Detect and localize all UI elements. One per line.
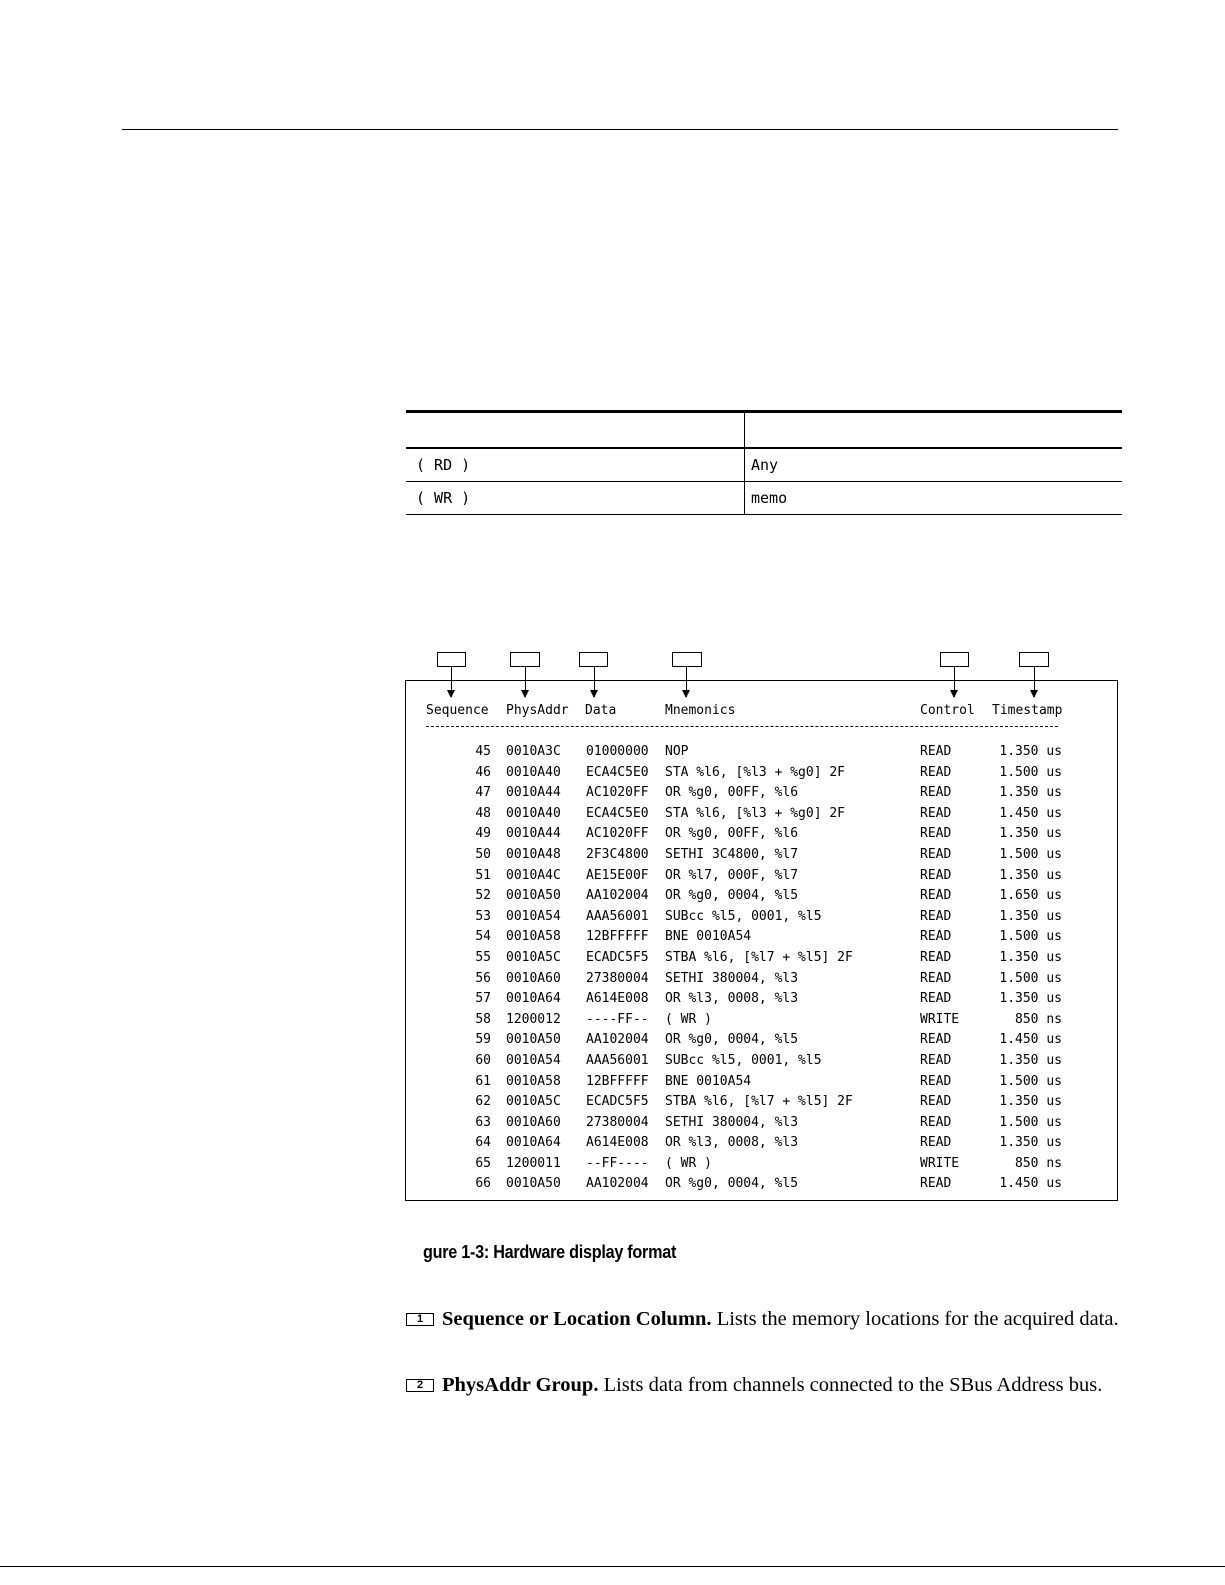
- cell-physaddr: 0010A64: [506, 991, 561, 1007]
- control-table-header: [406, 412, 1122, 449]
- control-table-row: [406, 482, 1122, 515]
- cell-physaddr: 0010A40: [506, 805, 561, 821]
- cell-control: READ: [920, 764, 952, 780]
- cell-sequence: 57: [475, 991, 491, 1007]
- cell-physaddr: 0010A44: [506, 826, 561, 842]
- cell-control: READ: [920, 908, 952, 924]
- cell-sequence: 52: [475, 888, 491, 904]
- item-text: Lists data from channels connected to the SBus Address bus.: [598, 1374, 1103, 1396]
- cell-sequence: 62: [475, 1094, 491, 1110]
- table-row: [406, 927, 1116, 948]
- table-row: [406, 1154, 1116, 1175]
- table-row: [406, 804, 1116, 825]
- cell-sequence: 50: [475, 846, 491, 862]
- cell-data: 12BFFFFF: [586, 1073, 649, 1089]
- cell-sequence: 63: [475, 1114, 491, 1130]
- cell-physaddr: 1200011: [506, 1155, 561, 1171]
- cell-timestamp: 1.350 us: [999, 785, 1062, 801]
- control-table-cell: memo: [745, 482, 1123, 515]
- cell-mnemonics: OR %g0, 0004, %l5: [665, 1032, 799, 1048]
- control-table-cell: ( WR ): [406, 482, 745, 515]
- cell-physaddr: 0010A54: [506, 1052, 561, 1068]
- callout-box-mnemonics: [672, 652, 702, 667]
- cell-data: AAA56001: [586, 908, 649, 924]
- cell-mnemonics: OR %l3, 0008, %l3: [665, 991, 799, 1007]
- control-table-header-cell: [745, 412, 1123, 449]
- table-row: [406, 1030, 1116, 1051]
- description-item: [406, 1373, 1120, 1397]
- table-row: [406, 969, 1116, 990]
- cell-mnemonics: OR %g0, 00FF, %l6: [665, 826, 799, 842]
- cell-control: READ: [920, 970, 952, 986]
- cell-control: WRITE: [920, 1155, 960, 1171]
- cell-physaddr: 0010A50: [506, 888, 561, 904]
- cell-timestamp: 1.350 us: [999, 826, 1062, 842]
- cell-sequence: 61: [475, 1073, 491, 1089]
- table-row: [406, 824, 1116, 845]
- cell-control: WRITE: [920, 1011, 960, 1027]
- cell-physaddr: 1200012: [506, 1011, 561, 1027]
- cell-mnemonics: SETHI 380004, %l3: [665, 1114, 799, 1130]
- header-data: Data: [585, 703, 617, 718]
- control-table-cell: ( RD ): [406, 448, 745, 482]
- table-row: [406, 886, 1116, 907]
- cell-physaddr: 0010A60: [506, 1114, 561, 1130]
- cell-sequence: 56: [475, 970, 491, 986]
- cell-sequence: 64: [475, 1135, 491, 1151]
- cell-data: 01000000: [586, 744, 649, 759]
- table-row: [406, 866, 1116, 887]
- cell-data: A614E008: [586, 1135, 649, 1151]
- cell-timestamp: 1.500 us: [999, 929, 1062, 945]
- item-title: Sequence or Location Column.: [442, 1308, 712, 1330]
- cell-timestamp: 1.350 us: [999, 908, 1062, 924]
- header-divider: [426, 726, 1058, 727]
- cell-mnemonics: OR %l7, 000F, %l7: [665, 867, 799, 883]
- cell-physaddr: 0010A40: [506, 764, 561, 780]
- cell-timestamp: 1.350 us: [999, 744, 1062, 759]
- cell-timestamp: 1.450 us: [999, 1032, 1062, 1048]
- item-number-badge: 1: [406, 1313, 434, 1326]
- cell-sequence: 66: [475, 1176, 491, 1192]
- cell-physaddr: 0010A5C: [506, 949, 561, 965]
- cell-data: 2F3C4800: [586, 846, 649, 862]
- cell-control: READ: [920, 949, 952, 965]
- listing-rows: [406, 742, 1116, 1195]
- cell-control: READ: [920, 867, 952, 883]
- cell-mnemonics: STA %l6, [%l3 + %g0] 2F: [665, 805, 846, 821]
- cell-physaddr: 0010A54: [506, 908, 561, 924]
- cell-mnemonics: OR %g0, 0004, %l5: [665, 1176, 799, 1192]
- table-row: [406, 763, 1116, 784]
- page-footer-rule: [0, 1566, 1225, 1567]
- cell-physaddr: 0010A5C: [506, 1094, 561, 1110]
- cell-data: 27380004: [586, 1114, 649, 1130]
- cell-sequence: 49: [475, 826, 491, 842]
- cell-timestamp: 1.350 us: [999, 1094, 1062, 1110]
- callout-box-sequence: [437, 652, 466, 667]
- cell-mnemonics: SETHI 380004, %l3: [665, 970, 799, 986]
- cell-sequence: 53: [475, 908, 491, 924]
- table-row: [406, 1051, 1116, 1072]
- cell-sequence: 65: [475, 1155, 491, 1171]
- cell-control: READ: [920, 1073, 952, 1089]
- cell-control: READ: [920, 785, 952, 801]
- cell-mnemonics: ( WR ): [665, 1011, 712, 1027]
- table-row: [406, 1072, 1116, 1093]
- cell-control: READ: [920, 929, 952, 945]
- figure-caption: gure 1-3: Hardware display format: [423, 1242, 677, 1262]
- cell-sequence: 59: [475, 1032, 491, 1048]
- item-number-badge: 2: [406, 1379, 434, 1392]
- cell-timestamp: 850 ns: [1015, 1155, 1062, 1171]
- cell-control: READ: [920, 846, 952, 862]
- header-mnemonics: Mnemonics: [665, 703, 736, 718]
- cell-sequence: 55: [475, 949, 491, 965]
- cell-timestamp: 1.350 us: [999, 1135, 1062, 1151]
- cell-data: --FF----: [586, 1155, 649, 1171]
- callout-box-control: [940, 652, 969, 667]
- cell-mnemonics: NOP: [665, 744, 689, 759]
- callout-box-data: [579, 652, 608, 667]
- cell-timestamp: 1.350 us: [999, 991, 1062, 1007]
- cell-control: READ: [920, 826, 952, 842]
- cell-physaddr: 0010A58: [506, 1073, 561, 1089]
- cell-sequence: 48: [475, 805, 491, 821]
- cell-mnemonics: STBA %l6, [%l7 + %l5] 2F: [665, 949, 853, 965]
- cell-timestamp: 1.350 us: [999, 949, 1062, 965]
- item-text: Lists the memory locations for the acquired data.: [711, 1308, 1119, 1330]
- cell-data: AA102004: [586, 1032, 649, 1048]
- cell-mnemonics: OR %g0, 0004, %l5: [665, 888, 799, 904]
- cell-mnemonics: OR %g0, 00FF, %l6: [665, 785, 799, 801]
- cell-physaddr: 0010A64: [506, 1135, 561, 1151]
- cell-data: A614E008: [586, 991, 649, 1007]
- cell-timestamp: 1.350 us: [999, 1052, 1062, 1068]
- cell-physaddr: 0010A44: [506, 785, 561, 801]
- table-row: [406, 989, 1116, 1010]
- cell-control: READ: [920, 1135, 952, 1151]
- table-row: [406, 907, 1116, 928]
- cell-mnemonics: SUBcc %l5, 0001, %l5: [665, 908, 822, 924]
- cell-timestamp: 1.450 us: [999, 805, 1062, 821]
- cell-data: 12BFFFFF: [586, 929, 649, 945]
- table-row: [406, 1092, 1116, 1113]
- cell-timestamp: 1.500 us: [999, 1114, 1062, 1130]
- cell-control: READ: [920, 1032, 952, 1048]
- cell-physaddr: 0010A48: [506, 846, 561, 862]
- cell-sequence: 58: [475, 1011, 491, 1027]
- description-item: [406, 1307, 1120, 1331]
- cell-timestamp: 1.500 us: [999, 846, 1062, 862]
- cell-sequence: 47: [475, 785, 491, 801]
- control-table: [406, 410, 1122, 515]
- callout-box-timestamp: [1019, 652, 1049, 667]
- item-title: PhysAddr Group.: [442, 1374, 599, 1396]
- table-row: [406, 1010, 1116, 1031]
- header-control: Control: [920, 703, 975, 718]
- cell-data: AA102004: [586, 888, 649, 904]
- cell-control: READ: [920, 1052, 952, 1068]
- control-table-cell: Any: [745, 448, 1123, 482]
- cell-physaddr: 0010A60: [506, 970, 561, 986]
- cell-data: AC1020FF: [586, 785, 649, 801]
- cell-mnemonics: OR %l3, 0008, %l3: [665, 1135, 799, 1151]
- cell-timestamp: 1.450 us: [999, 1176, 1062, 1192]
- table-row: [406, 1113, 1116, 1134]
- header-physaddr: PhysAddr: [506, 703, 569, 718]
- cell-mnemonics: STA %l6, [%l3 + %g0] 2F: [665, 764, 846, 780]
- header-timestamp: Timestamp: [992, 703, 1063, 718]
- cell-physaddr: 0010A58: [506, 929, 561, 945]
- table-row: [406, 742, 1116, 763]
- cell-control: READ: [920, 805, 952, 821]
- cell-data: AA102004: [586, 1176, 649, 1192]
- control-table-header-cell: [406, 412, 745, 449]
- cell-sequence: 60: [475, 1052, 491, 1068]
- cell-data: AAA56001: [586, 1052, 649, 1068]
- cell-timestamp: 1.500 us: [999, 1073, 1062, 1089]
- cell-data: AC1020FF: [586, 826, 649, 842]
- callout-box-physaddr: [510, 652, 540, 667]
- cell-mnemonics: SUBcc %l5, 0001, %l5: [665, 1052, 822, 1068]
- cell-mnemonics: ( WR ): [665, 1155, 712, 1171]
- cell-control: READ: [920, 888, 952, 904]
- cell-data: ----FF--: [586, 1011, 649, 1027]
- cell-physaddr: 0010A4C: [506, 867, 561, 883]
- cell-mnemonics: BNE 0010A54: [665, 1073, 752, 1089]
- header-sequence: Sequence: [426, 703, 489, 718]
- cell-data: 27380004: [586, 970, 649, 986]
- cell-control: READ: [920, 1176, 952, 1192]
- cell-physaddr: 0010A3C: [506, 744, 561, 759]
- cell-timestamp: 1.500 us: [999, 970, 1062, 986]
- cell-data: ECA4C5E0: [586, 805, 649, 821]
- cell-mnemonics: SETHI 3C4800, %l7: [665, 846, 799, 862]
- cell-sequence: 45: [475, 744, 491, 759]
- cell-data: ECA4C5E0: [586, 764, 649, 780]
- cell-control: READ: [920, 744, 952, 759]
- cell-mnemonics: STBA %l6, [%l7 + %l5] 2F: [665, 1094, 853, 1110]
- cell-sequence: 54: [475, 929, 491, 945]
- table-row: [406, 1174, 1116, 1195]
- cell-sequence: 51: [475, 867, 491, 883]
- table-row: [406, 845, 1116, 866]
- cell-timestamp: 1.350 us: [999, 867, 1062, 883]
- cell-control: READ: [920, 1094, 952, 1110]
- cell-control: READ: [920, 991, 952, 1007]
- cell-data: AE15E00F: [586, 867, 649, 883]
- page-header-rule: [122, 129, 1118, 130]
- cell-physaddr: 0010A50: [506, 1176, 561, 1192]
- cell-control: READ: [920, 1114, 952, 1130]
- cell-data: ECADC5F5: [586, 949, 649, 965]
- table-row: [406, 783, 1116, 804]
- table-row: [406, 948, 1116, 969]
- cell-physaddr: 0010A50: [506, 1032, 561, 1048]
- cell-timestamp: 1.650 us: [999, 888, 1062, 904]
- cell-mnemonics: BNE 0010A54: [665, 929, 752, 945]
- cell-timestamp: 1.500 us: [999, 764, 1062, 780]
- cell-timestamp: 850 ns: [1015, 1011, 1062, 1027]
- cell-sequence: 46: [475, 764, 491, 780]
- table-row: [406, 1133, 1116, 1154]
- cell-data: ECADC5F5: [586, 1094, 649, 1110]
- control-table-row: [406, 448, 1122, 482]
